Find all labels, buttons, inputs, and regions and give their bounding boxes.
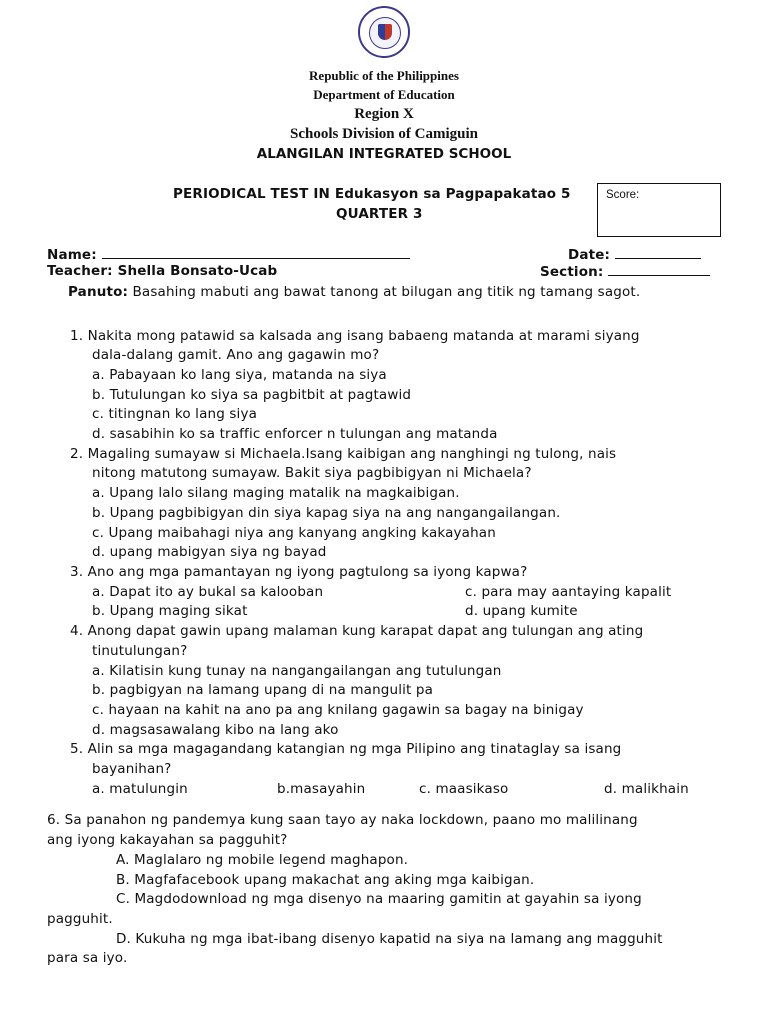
question-3-choice-c[interactable]: c. para may aantaying kapalit (465, 584, 672, 600)
question-6-choice-d-cont: para sa iyo. (47, 950, 128, 966)
question-1-choice-c[interactable]: c. titingnan ko lang siya (92, 406, 258, 422)
question-6-choice-b[interactable]: B. Magfafacebook upang makachat ang aking mga kaibigan. (116, 872, 535, 888)
section-blank[interactable] (608, 263, 710, 276)
instructions-label: Panuto: (68, 284, 129, 300)
question-4-choice-d[interactable]: d. magsasawalang kibo na lang ako (92, 722, 339, 738)
question-5-choice-a[interactable]: a. matulungin (92, 781, 188, 797)
question-5-choice-b[interactable]: b.masayahin (277, 781, 366, 797)
question-4-stem-line-2: tinutulungan? (92, 643, 188, 659)
question-5-choice-c[interactable]: c. maasikaso (419, 781, 509, 797)
section-label: Section: (540, 264, 604, 280)
name-blank[interactable] (102, 246, 410, 259)
question-3-choice-d[interactable]: d. upang kumite (465, 603, 578, 619)
question-6-choice-a[interactable]: A. Maglalaro ng mobile legend maghapon. (116, 852, 409, 868)
question-4-choice-a[interactable]: a. Kilatisin kung tunay na nangangailangan ang tutulungan (92, 663, 502, 679)
question-5-stem-line-2: bayanihan? (92, 761, 172, 777)
teacher-name: Shella Bonsato-Ucab (117, 263, 278, 279)
question-6-choice-c-cont: pagguhit. (47, 911, 113, 927)
question-1-choice-a[interactable]: a. Pabayaan ko lang siya, matanda na siya (92, 367, 387, 383)
republic-line: Republic of the Philippines (309, 68, 459, 83)
instructions-text: Basahing mabuti ang bawat tanong at bilugan ang titik ng tamang sagot. (132, 284, 641, 300)
question-2-stem-line-1: 2. Magaling sumayaw si Michaela.Isang kaibigan ang nanghingi ng tulong, nais (70, 446, 617, 462)
region-line: Region X (354, 106, 414, 122)
question-3-choice-b[interactable]: b. Upang maging sikat (92, 603, 248, 619)
question-2-choice-b[interactable]: b. Upang pagbibigyan din siya kapag siya na ang nangangailangan. (92, 505, 561, 521)
instructions (68, 284, 640, 300)
quarter-label: QUARTER 3 (336, 206, 423, 222)
question-6-stem-line-2: ang iyong kakayahan sa pagguhit? (47, 832, 288, 848)
question-1-stem-line-1: 1. Nakita mong patawid sa kalsada ang isang babaeng matanda at marami siyang (70, 328, 640, 344)
department-line: Department of Education (313, 87, 455, 102)
question-5-choice-d[interactable]: d. malikhain (604, 781, 689, 797)
question-6-choice-c[interactable]: C. Magdodownload ng mga disenyo na maaring gamitin at gayahin sa iyong (116, 891, 642, 907)
question-4-stem-line-1: 4. Anong dapat gawin upang malaman kung karapat dapat ang tulungan ang ating (70, 623, 644, 639)
question-2-choice-c[interactable]: c. Upang maibahagi niya ang kanyang angking kakayahan (92, 525, 496, 541)
score-label: Score: (606, 189, 640, 201)
name-label: Name: (47, 247, 97, 263)
question-1-stem-line-2: dala-dalang gamit. Ano ang gagawin mo? (92, 347, 380, 363)
seal-emblem (369, 17, 401, 49)
question-4-choice-c[interactable]: c. hayaan na kahit na ano pa ang knilang gagawin sa bagay na binigay (92, 702, 584, 718)
test-title: PERIODICAL TEST IN Edukasyon sa Pagpapakatao 5 (173, 186, 571, 202)
question-2-stem-line-2: nitong matutong sumayaw. Bakit siya pagbibigyan ni Michaela? (92, 465, 532, 481)
shield-icon (378, 24, 392, 40)
question-1-choice-d[interactable]: d. sasabihin ko sa traffic enforcer n tulungan ang matanda (92, 426, 498, 442)
school-name: ALANGILAN INTEGRATED SCHOOL (256, 146, 512, 162)
question-5-stem-line-1: 5. Alin sa mga magagandang katangian ng mga Pilipino ang tinataglay sa isang (70, 741, 622, 757)
question-3-choice-a[interactable]: a. Dapat ito ay bukal sa kalooban (92, 584, 324, 600)
date-blank[interactable] (615, 246, 701, 259)
score-box[interactable] (597, 183, 721, 237)
teacher-label: Teacher: (47, 263, 113, 279)
question-6-choice-d[interactable]: D. Kukuha ng mga ibat-ibang disenyo kapatid na siya na lamang ang magguhit (116, 931, 663, 947)
division-line: Schools Division of Camiguin (290, 126, 478, 142)
deped-seal-logo (358, 6, 410, 58)
question-2-choice-a[interactable]: a. Upang lalo silang maging matalik na magkaibigan. (92, 485, 460, 501)
question-6-stem-line-1: 6. Sa panahon ng pandemya kung saan tayo ay naka lockdown, paano mo malilinang (47, 812, 638, 828)
date-field[interactable] (568, 246, 701, 263)
question-1-choice-b[interactable]: b. Tutulungan ko siya sa pagbitbit at pagtawid (92, 387, 412, 403)
question-3-stem: 3. Ano ang mga pamantayan ng iyong pagtulong sa iyong kapwa? (70, 564, 528, 580)
date-label: Date: (568, 247, 611, 263)
section-field[interactable] (540, 263, 710, 280)
name-field[interactable] (47, 246, 410, 263)
question-4-choice-b[interactable]: b. pagbigyan na lamang upang di na mangulit pa (92, 682, 434, 698)
teacher-line (47, 263, 277, 279)
question-2-choice-d[interactable]: d. upang mabigyan siya ng bayad (92, 544, 327, 560)
